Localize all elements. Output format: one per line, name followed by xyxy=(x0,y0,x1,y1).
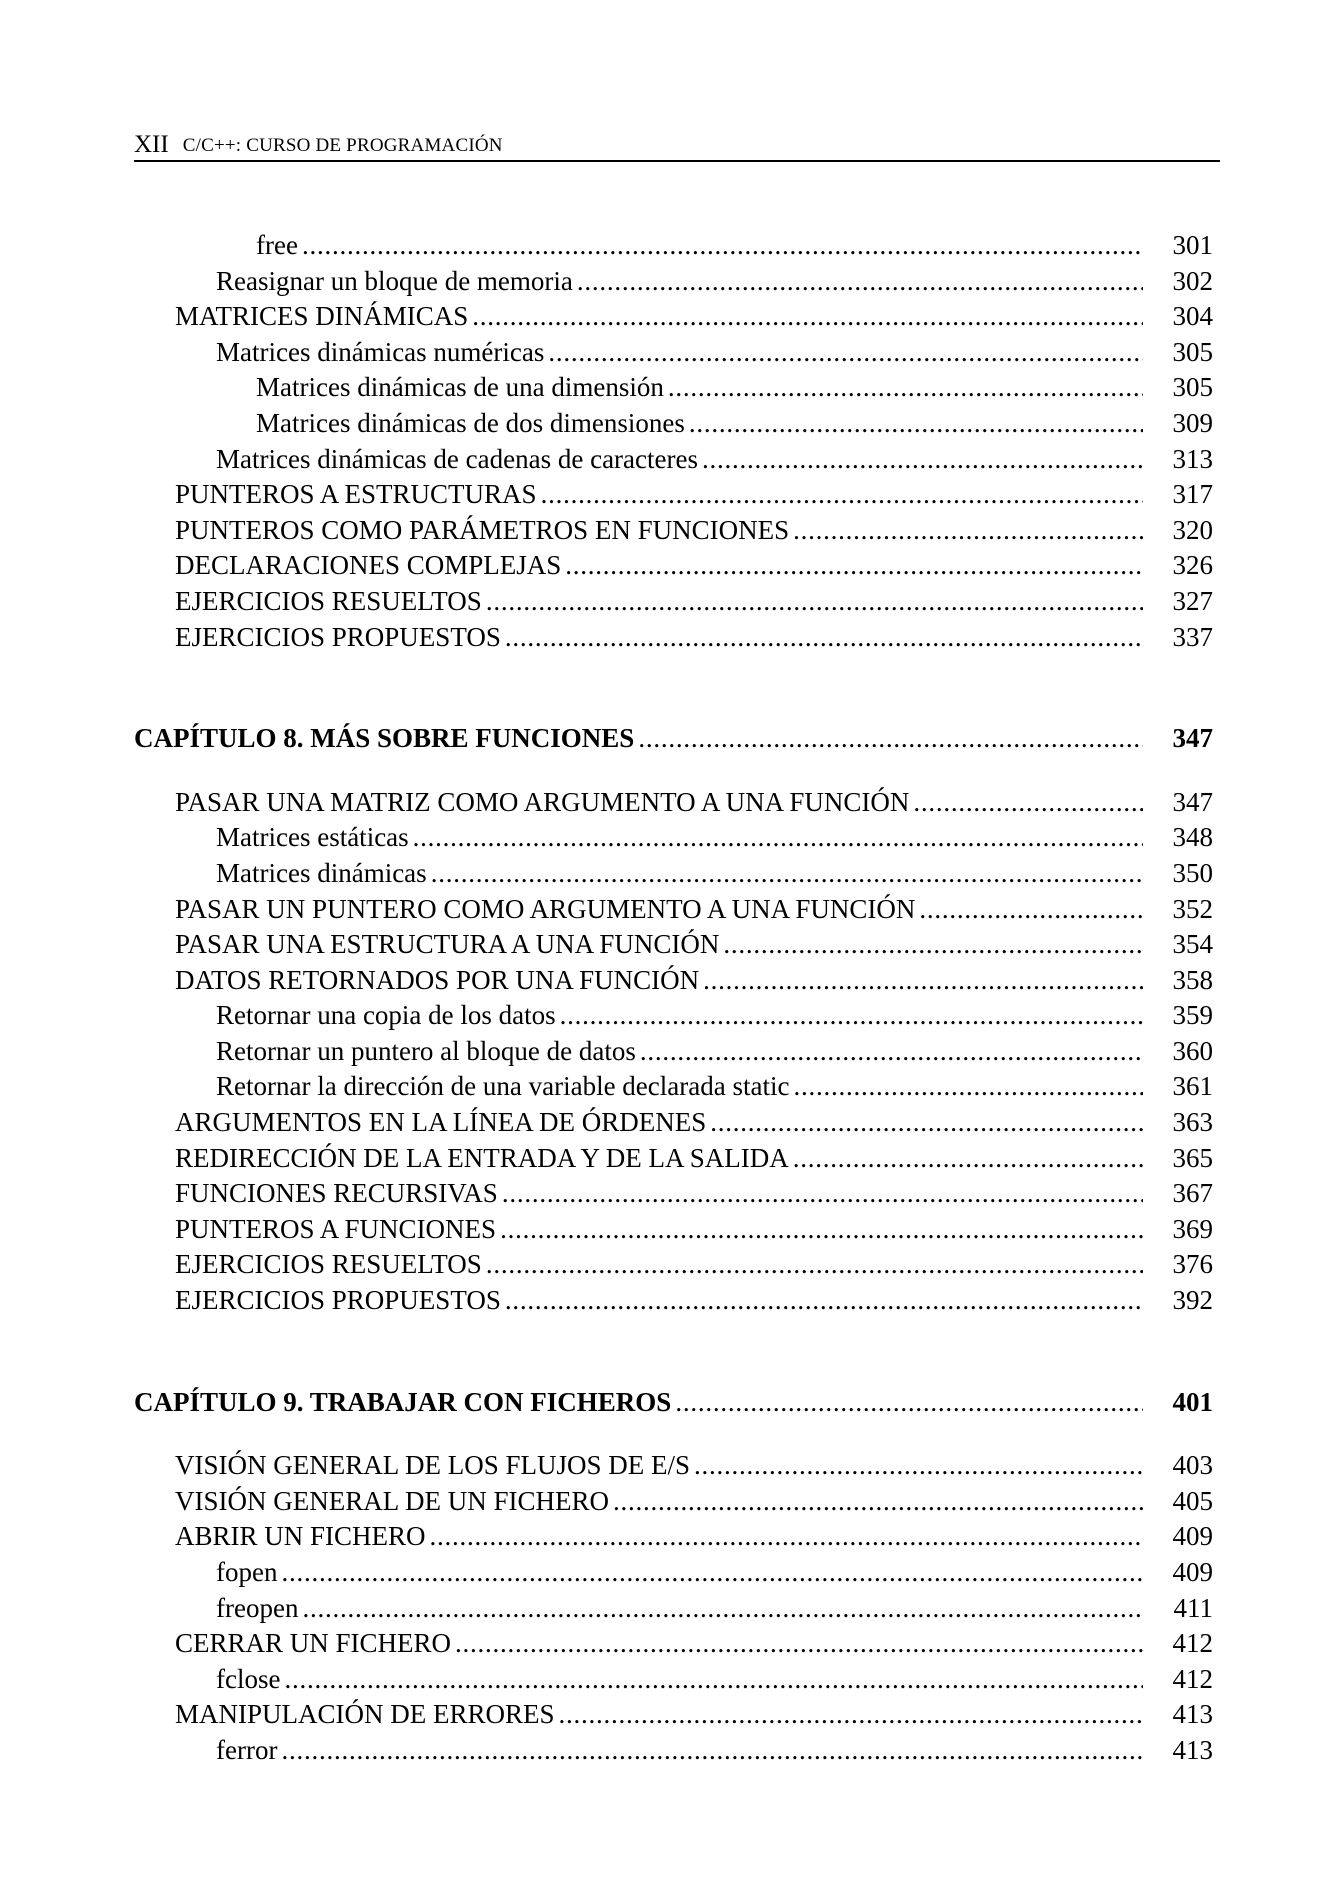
toc-entry-label: VISIÓN GENERAL DE LOS FLUJOS DE E/S xyxy=(175,1450,691,1481)
chapter-8-section xyxy=(134,721,1213,1319)
toc-entry-page: 411 xyxy=(1173,1592,1213,1623)
toc-entry-label: PUNTEROS A ESTRUCTURAS xyxy=(175,479,537,510)
toc-entry-label: Matrices dinámicas xyxy=(216,857,427,888)
toc-entry[interactable] xyxy=(134,785,1213,821)
toc-entry-page: 365 xyxy=(1172,1142,1213,1173)
toc-entry-page: 409 xyxy=(1172,1521,1213,1552)
dot-leader xyxy=(455,1626,1143,1662)
dot-leader xyxy=(689,406,1143,442)
dot-leader xyxy=(281,1555,1143,1591)
toc-entry[interactable] xyxy=(134,299,1213,335)
dot-leader xyxy=(302,228,1143,264)
toc-entry-page: 359 xyxy=(1172,1000,1213,1031)
dot-leader xyxy=(284,1662,1143,1698)
toc-entry-page: 412 xyxy=(1172,1628,1213,1659)
toc-entry-page: 352 xyxy=(1172,893,1213,924)
toc-entry-label: PASAR UN PUNTERO COMO ARGUMENTO A UNA FUNCIÓN xyxy=(175,893,916,924)
toc-entry-label: free xyxy=(256,230,298,260)
toc-entry[interactable] xyxy=(134,998,1213,1034)
chapter-page: 347 xyxy=(1172,723,1213,754)
toc-entry[interactable] xyxy=(134,1591,1213,1627)
dot-leader xyxy=(430,1519,1143,1555)
dot-leader xyxy=(281,1733,1143,1769)
toc-entry-label: Retornar la dirección de una variable declarada static xyxy=(216,1071,790,1102)
toc-entry[interactable] xyxy=(134,228,1213,264)
toc-entry-page: 354 xyxy=(1172,929,1213,960)
dot-leader xyxy=(710,1105,1143,1141)
toc-entry[interactable] xyxy=(134,892,1213,928)
table-of-contents xyxy=(134,228,1213,1769)
toc-entry-page: 350 xyxy=(1172,857,1213,888)
toc-entry[interactable] xyxy=(134,370,1213,406)
toc-entry-page: 327 xyxy=(1172,585,1213,616)
toc-entry-page: 409 xyxy=(1172,1557,1213,1587)
dot-leader xyxy=(500,1212,1143,1248)
toc-entry-page: 403 xyxy=(1172,1450,1213,1481)
toc-entry[interactable] xyxy=(134,1069,1213,1105)
toc-entry[interactable] xyxy=(134,1697,1213,1733)
dot-leader xyxy=(302,1591,1143,1627)
toc-entry[interactable] xyxy=(134,1283,1213,1319)
toc-entry[interactable] xyxy=(134,1212,1213,1248)
toc-entry[interactable] xyxy=(134,1141,1213,1177)
toc-entry[interactable] xyxy=(134,264,1213,300)
dot-leader xyxy=(502,1176,1143,1212)
toc-entry-label: VISIÓN GENERAL DE UN FICHERO xyxy=(175,1485,609,1516)
toc-entry-label: Matrices dinámicas numéricas xyxy=(216,336,545,367)
toc-entry-label: EJERCICIOS PROPUESTOS xyxy=(175,621,501,652)
chapter-title: CAPÍTULO 8. MÁS SOBRE FUNCIONES xyxy=(134,723,635,754)
chapter-title: CAPÍTULO 9. TRABAJAR CON FICHEROS xyxy=(134,1386,672,1417)
toc-entry-label: fclose xyxy=(216,1663,281,1694)
toc-entry[interactable] xyxy=(134,584,1213,620)
toc-entry-label: PASAR UNA ESTRUCTURA A UNA FUNCIÓN xyxy=(175,929,720,960)
toc-entry-page: 361 xyxy=(1172,1071,1213,1102)
dot-leader xyxy=(486,584,1143,620)
toc-entry-page: 405 xyxy=(1172,1485,1213,1516)
toc-entry-label: DATOS RETORNADOS POR UNA FUNCIÓN xyxy=(175,964,700,995)
toc-entry-page: 326 xyxy=(1172,550,1213,581)
toc-entry-label: REDIRECCIÓN DE LA ENTRADA Y DE LA SALIDA xyxy=(175,1142,789,1173)
toc-entry-page: 317 xyxy=(1172,479,1213,510)
toc-entry[interactable] xyxy=(134,927,1213,963)
toc-entry-label: PUNTEROS COMO PARÁMETROS EN FUNCIONES xyxy=(175,514,790,545)
dot-leader xyxy=(613,1484,1143,1520)
dot-leader xyxy=(505,620,1143,656)
dot-leader xyxy=(548,335,1143,371)
dot-leader xyxy=(505,1283,1143,1319)
toc-entry[interactable] xyxy=(134,820,1213,856)
toc-entry[interactable] xyxy=(134,477,1213,513)
chapter-heading[interactable] xyxy=(134,721,1213,757)
toc-entry-label: Matrices dinámicas de una dimensión xyxy=(256,372,664,403)
toc-entry-page: 347 xyxy=(1172,786,1213,817)
toc-entry-page: 369 xyxy=(1172,1213,1213,1244)
toc-entry[interactable] xyxy=(134,513,1213,549)
toc-entry-label: freopen xyxy=(216,1592,299,1623)
dot-leader xyxy=(577,264,1143,300)
toc-entry[interactable] xyxy=(134,1484,1213,1520)
dot-leader xyxy=(694,1448,1143,1484)
toc-entry-page: 363 xyxy=(1172,1107,1213,1138)
toc-entry-page: 348 xyxy=(1172,822,1213,853)
chapter-page: 401 xyxy=(1172,1386,1213,1417)
toc-entry-label: ARGUMENTOS EN LA LÍNEA DE ÓRDENES xyxy=(175,1107,707,1138)
toc-entry[interactable] xyxy=(134,1662,1213,1698)
toc-entry-page: 320 xyxy=(1172,514,1213,545)
toc-entry-label: ferror xyxy=(216,1734,278,1765)
toc-entry-page: 360 xyxy=(1172,1035,1213,1066)
page-number: XII xyxy=(134,131,169,158)
page-header xyxy=(134,128,1220,162)
dot-leader xyxy=(703,963,1143,999)
toc-entry-label: Reasignar un bloque de memoria xyxy=(216,265,573,296)
dot-leader xyxy=(668,370,1143,406)
dot-leader xyxy=(559,1697,1143,1733)
toc-entry-label: MATRICES DINÁMICAS xyxy=(175,301,469,332)
toc-entry-label: PASAR UNA MATRIZ COMO ARGUMENTO A UNA FUNCIÓN xyxy=(175,786,910,817)
dot-leader xyxy=(793,513,1143,549)
toc-entry[interactable] xyxy=(134,1733,1213,1769)
toc-entry-label: EJERCICIOS RESUELTOS xyxy=(175,1249,482,1280)
toc-entry-label: Retornar una copia de los datos xyxy=(216,1000,556,1031)
toc-entry-label: PUNTEROS A FUNCIONES xyxy=(175,1213,497,1244)
toc-entry[interactable] xyxy=(134,1176,1213,1212)
toc-entry[interactable] xyxy=(134,1105,1213,1141)
toc-entry-page: 313 xyxy=(1172,443,1213,474)
dot-leader xyxy=(919,892,1143,928)
toc-entry-label: Matrices estáticas xyxy=(216,822,409,853)
toc-entry[interactable] xyxy=(134,620,1213,656)
toc-entry-page: 413 xyxy=(1172,1734,1213,1765)
dot-leader xyxy=(413,820,1143,856)
dot-leader xyxy=(431,856,1143,892)
toc-entry[interactable] xyxy=(134,442,1213,478)
toc-entry-label: EJERCICIOS PROPUESTOS xyxy=(175,1285,501,1316)
toc-entry[interactable] xyxy=(134,1519,1213,1555)
dot-leader xyxy=(675,1385,1143,1421)
toc-entry-label: DECLARACIONES COMPLEJAS xyxy=(175,550,562,581)
toc-entry-page: 413 xyxy=(1172,1699,1213,1730)
toc-entry-label: CERRAR UN FICHERO xyxy=(175,1628,452,1659)
dot-leader xyxy=(723,927,1143,963)
toc-entry-page: 304 xyxy=(1172,301,1213,332)
toc-entry-label: FUNCIONES RECURSIVAS xyxy=(175,1178,498,1209)
toc-entry-page: 301 xyxy=(1172,230,1213,260)
dot-leader xyxy=(793,1141,1143,1177)
dot-leader xyxy=(560,998,1143,1034)
dot-leader xyxy=(486,1247,1143,1283)
dot-leader xyxy=(638,721,1143,757)
toc-entry-page: 367 xyxy=(1172,1178,1213,1209)
toc-entry[interactable] xyxy=(134,335,1213,371)
toc-entry-label: MANIPULACIÓN DE ERRORES xyxy=(175,1699,555,1730)
toc-entry[interactable] xyxy=(134,1626,1213,1662)
toc-entry-label: ABRIR UN FICHERO xyxy=(175,1521,426,1552)
toc-entry[interactable] xyxy=(134,1247,1213,1283)
toc-entry-page: 358 xyxy=(1172,964,1213,995)
chapter-9-section xyxy=(134,1385,1213,1769)
toc-entry-page: 309 xyxy=(1172,407,1213,438)
dot-leader xyxy=(565,548,1143,584)
toc-entry-label: Matrices dinámicas de dos dimensiones xyxy=(256,407,685,438)
chapter-heading[interactable] xyxy=(134,1385,1213,1421)
toc-entry-page: 337 xyxy=(1172,621,1213,652)
dot-leader xyxy=(640,1034,1143,1070)
toc-entry-page: 392 xyxy=(1172,1285,1213,1316)
toc-entry[interactable] xyxy=(134,406,1213,442)
toc-entry-page: 376 xyxy=(1172,1249,1213,1280)
toc-entry[interactable] xyxy=(134,963,1213,999)
dot-leader xyxy=(541,477,1143,513)
toc-entry-page: 302 xyxy=(1172,265,1213,296)
dot-leader xyxy=(913,785,1143,821)
dot-leader xyxy=(472,299,1143,335)
toc-block-continued xyxy=(134,228,1213,655)
toc-entry[interactable] xyxy=(134,856,1213,892)
dot-leader xyxy=(793,1069,1143,1105)
toc-entry-page: 305 xyxy=(1172,336,1213,367)
toc-entry-page: 412 xyxy=(1172,1663,1213,1694)
toc-entry[interactable] xyxy=(134,1034,1213,1070)
dot-leader xyxy=(702,442,1143,478)
toc-entry[interactable] xyxy=(134,1448,1213,1484)
toc-entry-label: Retornar un puntero al bloque de datos xyxy=(216,1035,636,1066)
toc-entry[interactable] xyxy=(134,548,1213,584)
toc-entry-label: fopen xyxy=(216,1557,278,1587)
toc-entry-page: 305 xyxy=(1172,372,1213,403)
toc-entry-label: EJERCICIOS RESUELTOS xyxy=(175,585,482,616)
toc-entry-label: Matrices dinámicas de cadenas de caracteres xyxy=(216,443,698,474)
toc-entry[interactable] xyxy=(134,1555,1213,1591)
running-title: C/C++: CURSO DE PROGRAMACIÓN xyxy=(182,135,503,156)
